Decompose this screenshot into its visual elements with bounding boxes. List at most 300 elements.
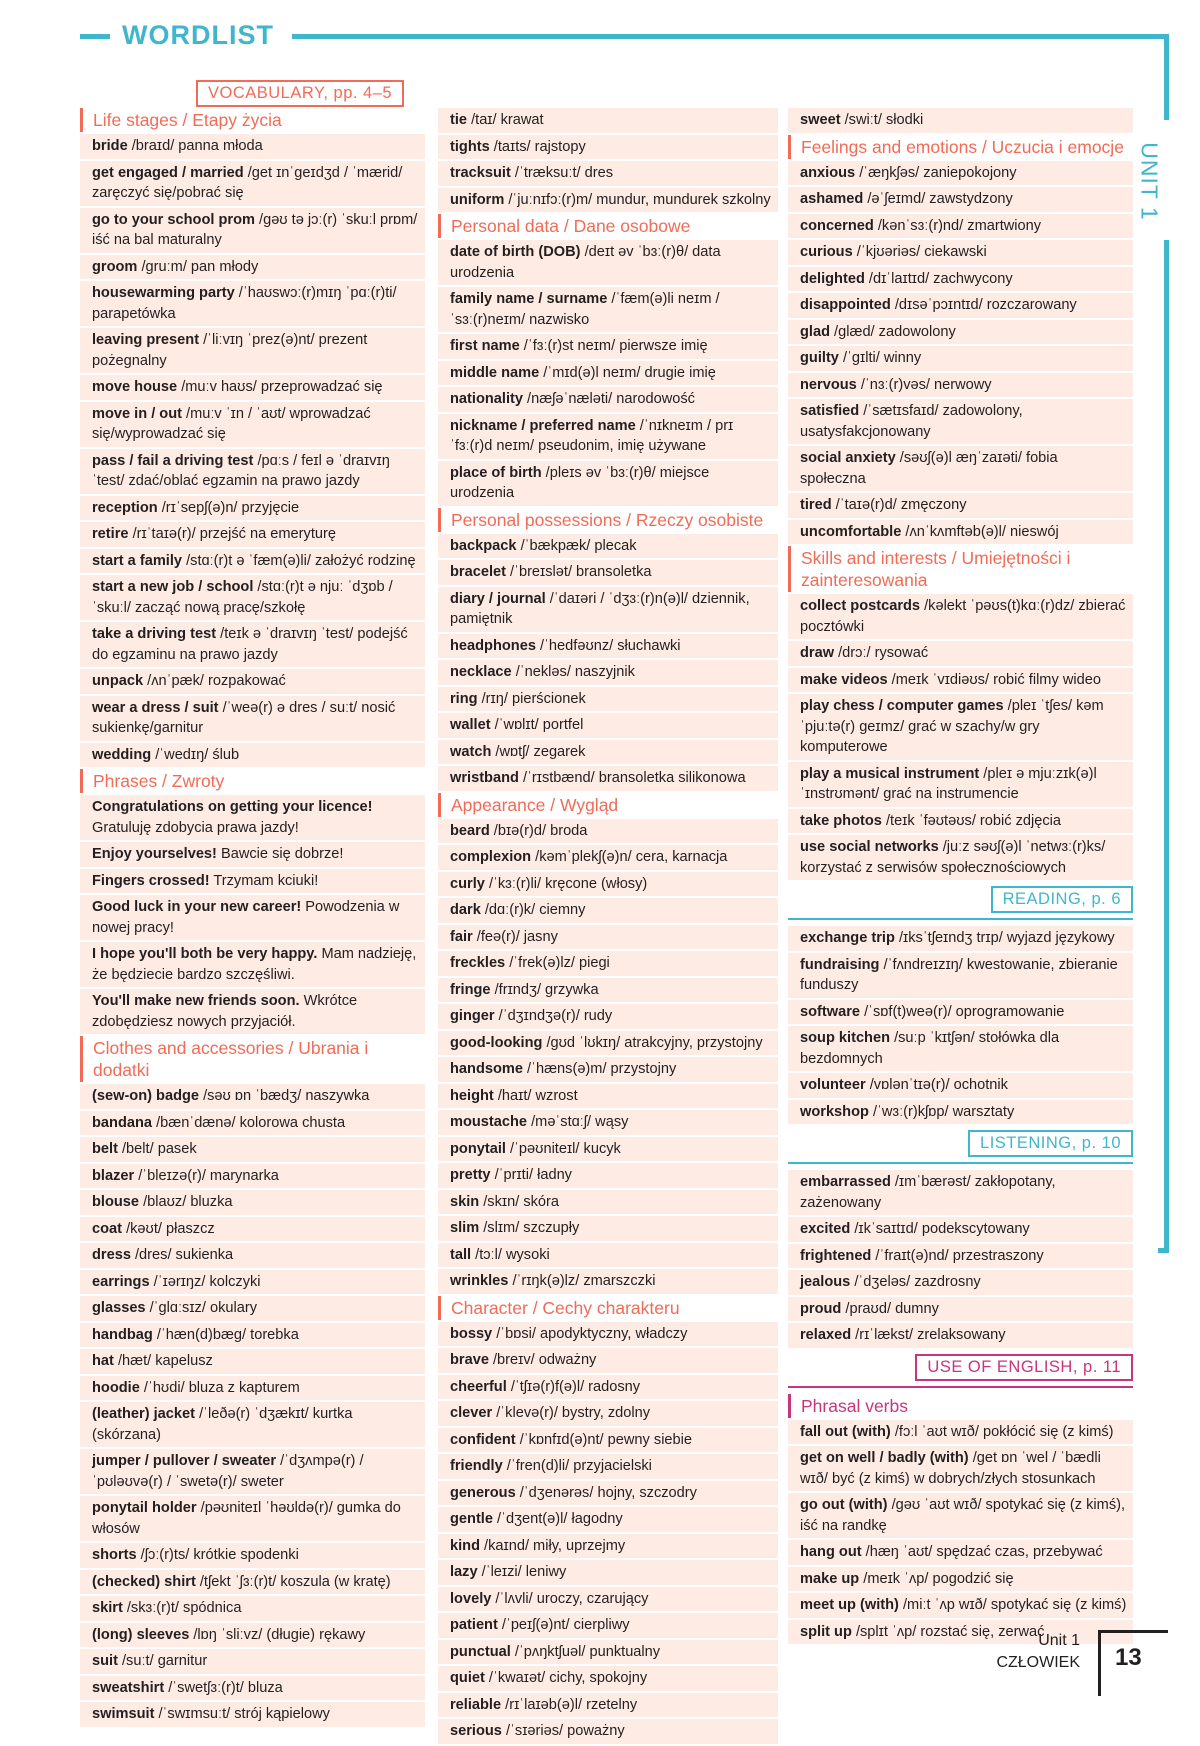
entry-term: ponytail: [450, 1140, 506, 1157]
entry-term: delighted: [800, 270, 865, 287]
entry-term: ginger: [450, 1008, 495, 1024]
entry-term: tired: [800, 497, 832, 513]
entry-term: place of birth: [450, 464, 542, 481]
entry-translation: /ˈfʌndreɪzɪŋ/ kwestowanie, zbieranie funduszy: [800, 956, 1118, 993]
entry-term: embarrassed: [800, 1174, 891, 1190]
wordlist-entry: [788, 214, 1133, 239]
wordlist-entry: [80, 1496, 425, 1541]
entry-term: confident: [450, 1431, 516, 1448]
footer-rule-top: [1098, 1630, 1168, 1633]
entry-term: height: [450, 1087, 494, 1104]
entry-term: nationality: [450, 391, 523, 407]
entry-term: leaving present: [92, 332, 200, 348]
entry-term: play chess / computer games: [800, 698, 1004, 714]
entry-translation: /hæŋ ˈaʊt/ spędzać czas, przebywać: [861, 1544, 1103, 1560]
entry-translation: /ˈtaɪə(r)d/ zmęczony: [831, 497, 967, 513]
entry-translation: /meɪk ˈʌp/ pogodzić się: [859, 1570, 1014, 1587]
entry-term: (long) sleeves: [92, 1626, 190, 1643]
wordlist-entry: [438, 634, 778, 659]
entry-term: nervous: [800, 376, 857, 393]
entry-term: anxious: [800, 164, 856, 181]
entry-translation: /pleɪ ə mjuːzɪk(ə)l ˈɪnstrʊmənt/ grać na instrumencie: [800, 765, 1097, 802]
entry-translation: /ˈhæn(d)bæg/ torebka: [152, 1326, 299, 1343]
entry-translation: /dɪˈlaɪtɪd/ zachwycony: [864, 270, 1013, 287]
wordlist-entry: [438, 1534, 778, 1559]
entry-term: slim: [450, 1220, 480, 1236]
wordlist-entry: [788, 809, 1133, 834]
entry-term: social anxiety: [800, 450, 896, 466]
entry-translation: /taɪts/ rajstopy: [489, 138, 586, 155]
entry-translation: /skɪn/ skóra: [479, 1193, 560, 1210]
entry-translation: /ʌnˈkʌmftəb(ə)l/ nieswój: [901, 523, 1059, 540]
wordlist-entry: [80, 1702, 425, 1727]
wordlist-entry: [788, 668, 1133, 693]
entry-translation: /kəʊt/ płaszcz: [122, 1220, 215, 1237]
wordlist-entry: [788, 493, 1133, 518]
entry-translation: /ɪmˈbærəst/ zakłopotany, zażenowany: [800, 1174, 1056, 1211]
entry-translation: /rɪŋ/ pierścionek: [477, 690, 586, 707]
entry-translation: /ˈfɜː(r)st neɪm/ pierwsze imię: [519, 338, 708, 354]
entry-translation: /ˈsɪəriəs/ poważny: [501, 1723, 625, 1739]
wordlist-entry: [80, 696, 425, 741]
useofeng-section-header: [788, 1354, 1133, 1394]
entry-translation: Powodzenia w nowej pracy!: [92, 899, 400, 936]
entry-term: curly: [450, 875, 485, 892]
wordlist-entry: [438, 1216, 778, 1241]
wordlist-entry: [438, 1560, 778, 1585]
wordlist-entry: [788, 399, 1133, 444]
entry-translation: /ˈrɪstbænd/ bransoletka silikonowa: [518, 770, 746, 786]
entry-term: middle name: [450, 364, 540, 381]
wordlist-entry: [788, 1620, 1133, 1645]
entry-term: freckles: [450, 955, 506, 971]
column-1: [80, 108, 425, 1729]
entry-term: unpack: [92, 673, 144, 689]
wordlist-entry: [438, 1004, 778, 1029]
wordlist-entry: [788, 1270, 1133, 1295]
section-rule: [788, 1386, 1133, 1388]
entry-term: family name / surname: [450, 291, 608, 307]
entry-translation: /ˈsætɪsfaɪd/ zadowolony, usatysfakcjonowany: [800, 403, 1023, 440]
unit-tab: [1136, 120, 1178, 240]
wordlist-entry: [438, 560, 778, 585]
wordlist-entry: [438, 1375, 778, 1400]
vocabulary-section-box: VOCABULARY, pp. 4–5: [196, 80, 404, 107]
wordlist-entry: [80, 281, 425, 326]
entry-term: fall out (with): [800, 1423, 891, 1440]
entry-translation: /kəlekt ˈpəʊs(t)kɑː(r)dz/ zbierać pocztówki: [800, 598, 1126, 635]
section-heading: Character / Cechy charakteru: [438, 1296, 778, 1320]
entry-term: proud: [800, 1300, 842, 1317]
entry-term: wallet: [450, 717, 491, 733]
wordlist-entry: [438, 1243, 778, 1268]
wordlist-entry: [438, 387, 778, 412]
entry-term: pretty: [450, 1167, 491, 1183]
entry-translation: /ˈhaʊswɔː(r)mɪŋ ˈpɑː(r)ti/ parapetówka: [92, 285, 397, 322]
entry-translation: /stɑː(r)t ə njuː ˈdʒɒb / ˈskuːl/ zacząć nową pracę/szkołę: [92, 579, 393, 616]
entry-translation: /ɪkˈsaɪtɪd/ podekscytowany: [850, 1221, 1030, 1237]
entry-term: suit: [92, 1653, 118, 1669]
wordlist-entry: [80, 161, 425, 206]
wordlist-entry: [788, 1244, 1133, 1269]
wordlist-entry: [788, 1567, 1133, 1592]
entry-term: workshop: [800, 1103, 869, 1120]
entry-translation: /stɑː(r)t ə ˈfæm(ə)li/ założyć rodzinę: [182, 552, 416, 569]
wordlist-entry: [788, 835, 1133, 880]
wordlist-entry: [788, 953, 1133, 998]
entry-translation: /suːp ˈkɪtʃən/ stołówka dla bezdomnych: [800, 1030, 1060, 1067]
entry-translation: /ʌnˈpæk/ rozpakować: [143, 673, 286, 689]
wordlist-entry: [80, 522, 425, 547]
entry-term: start a family: [92, 552, 183, 569]
wordlist-entry: [438, 1348, 778, 1373]
entry-term: shorts: [92, 1547, 137, 1563]
unit-tab-label: UNIT 1: [1136, 142, 1163, 221]
entry-term: housewarming party: [92, 285, 235, 301]
wordlist-entry: [438, 1163, 778, 1188]
wordlist-entry: [80, 1243, 425, 1268]
entry-term: jealous: [800, 1274, 851, 1290]
wordlist-entry: [80, 1596, 425, 1621]
entry-term: good-looking: [450, 1034, 543, 1051]
wordlist-entry: [788, 446, 1133, 491]
wordlist-entry: [788, 240, 1133, 265]
entry-term: generous: [450, 1484, 516, 1501]
entry-term: friendly: [450, 1458, 503, 1474]
entry-term: sweatshirt: [92, 1679, 165, 1696]
wordlist-entry: [788, 267, 1133, 292]
entry-term: nickname / preferred name: [450, 417, 636, 434]
entry-translation: /ˈglɑːsɪz/ okulary: [145, 1300, 258, 1316]
wordlist-entry: [438, 287, 778, 332]
entry-term: lovely: [450, 1590, 492, 1607]
entry-translation: /ˈkɜː(r)li/ kręcone (włosy): [484, 875, 648, 892]
wordlist-entry: [80, 1270, 425, 1295]
entry-translation: /ˈdʒʌmpə(r) / ˈpʊləʊvə(r) / ˈswetə(r)/ sweter: [92, 1453, 364, 1490]
entry-translation: /ˈæŋkʃəs/ zaniepokojony: [855, 164, 1017, 181]
wordlist-entry: [80, 1164, 425, 1189]
wordlist-entry: [438, 951, 778, 976]
wordlist-entry: [80, 328, 425, 373]
title-rule-right: [292, 34, 1169, 39]
wordlist-entry: [788, 293, 1133, 318]
entry-translation: /ˈnɜː(r)vəs/ nerwowy: [856, 376, 992, 393]
wordlist-entry: [438, 660, 778, 685]
entry-term: fundraising: [800, 956, 880, 973]
entry-term: lazy: [450, 1564, 478, 1580]
entry-term: (checked) shirt: [92, 1573, 196, 1590]
entry-term: reliable: [450, 1696, 502, 1713]
entry-term: sweet: [800, 112, 841, 128]
entry-term: quiet: [450, 1670, 485, 1686]
entry-translation: /ˈɪərɪŋz/ kolczyki: [149, 1273, 261, 1290]
wordlist-entry: [788, 1420, 1133, 1445]
entry-translation: /skɜː(r)t/ spódnica: [122, 1600, 242, 1616]
entry-translation: /rɪˈlækst/ zrelaksowany: [851, 1327, 1006, 1343]
footer-chapter-label: CZŁOWIEK: [996, 1654, 1080, 1671]
entry-term: uncomfortable: [800, 523, 902, 540]
entry-term: brave: [450, 1352, 489, 1368]
section-heading: Personal possessions / Rzeczy osobiste: [438, 508, 778, 532]
entry-translation: /ɪksˈtʃeɪndʒ trɪp/ wyjazd językowy: [894, 930, 1115, 946]
entry-translation: /get ɪnˈgeɪdʒd / ˈmærid/ zaręczyć się/pobrać się: [92, 164, 403, 201]
wordlist-entry: [438, 334, 778, 359]
wordlist-entry: [438, 819, 778, 844]
entry-translation: /ˈbleɪzə(r)/ marynarka: [134, 1167, 279, 1184]
entry-term: glad: [800, 323, 830, 340]
entry-term: wrinkles: [450, 1273, 509, 1289]
entry-translation: /ˈliːvɪŋ ˈprez(ə)nt/ prezent pożegnalny: [92, 332, 368, 369]
entry-term: diary / journal: [450, 590, 546, 607]
entry-translation: /ˈbækpæk/ plecak: [516, 537, 637, 554]
entry-term: first name: [450, 338, 520, 354]
wordlist-entry: [80, 1349, 425, 1374]
entry-term: disappointed: [800, 297, 891, 313]
wordlist-entry: [438, 1322, 778, 1347]
entry-translation: /ˈdʒent(ə)l/ łagodny: [492, 1511, 623, 1527]
entry-translation: /rɪˈtaɪə(r)/ przejść na emeryturę: [128, 526, 336, 542]
entry-term: dark: [450, 902, 481, 918]
entry-term: (sew-on) badge: [92, 1088, 200, 1104]
entry-translation: /ˈwɜː(r)kʃɒp/ warsztaty: [868, 1103, 1015, 1120]
entry-term: meet up (with): [800, 1597, 899, 1613]
entry-translation: /ˈpəʊniteɪl/ kucyk: [505, 1140, 621, 1157]
wordlist-entry: [438, 845, 778, 870]
entry-translation: /ˈprɪti/ ładny: [490, 1167, 572, 1183]
entry-translation: Mam nadzieję, że będziecie bardzo szczęśliwi.: [92, 946, 417, 983]
entry-term: relaxed: [800, 1327, 852, 1343]
entry-term: dress: [92, 1247, 131, 1263]
entry-translation: /suːt/ garnitur: [117, 1653, 208, 1669]
entry-translation: /dɪsəˈpɔɪntɪd/ rozczarowany: [890, 297, 1077, 313]
wordlist-entry: [80, 1084, 425, 1109]
entry-translation: /pleɪ ˈtʃes/ kəmˈpjuːtə(r) geɪmz/ grać w szachy/w gry komputerowe: [800, 698, 1104, 755]
wordlist-entry: [788, 1593, 1133, 1618]
entry-translation: /wɒtʃ/ zegarek: [491, 743, 586, 760]
entry-term: backpack: [450, 537, 517, 554]
entry-translation: Wkrótce zdobędziesz nowych przyjaciół.: [92, 993, 358, 1030]
entry-term: clever: [450, 1405, 493, 1421]
entry-term: bandana: [92, 1114, 153, 1131]
entry-translation: /ˈswɪmsuːt/ strój kąpielowy: [154, 1706, 330, 1722]
wordlist-entry: [80, 942, 425, 987]
entry-term: frightened: [800, 1247, 872, 1264]
entry-translation: /juːz səʊʃ(ə)l ˈnetwɜː(r)ks/ korzystać z serwisów społecznościowych: [800, 839, 1106, 876]
entry-translation: /ˈpeɪʃ(ə)nt/ cierpliwy: [497, 1617, 630, 1633]
entry-translation: /bænˈdænə/ kolorowa chusta: [152, 1114, 346, 1131]
entry-term: earrings: [92, 1273, 150, 1290]
entry-translation: /ˈsɒf(t)weə(r)/ oprogramowanie: [860, 1003, 1065, 1020]
wordlist-entry: [80, 449, 425, 494]
wordlist-entry: [438, 978, 778, 1003]
entry-translation: /slɪm/ szczupły: [479, 1220, 580, 1236]
entry-term: beard: [450, 822, 490, 839]
entry-translation: /drɔː/ rysować: [834, 645, 929, 661]
entry-term: volunteer: [800, 1077, 866, 1093]
wordlist-entry: [788, 1493, 1133, 1538]
entry-translation: /ˈdʒɪndʒə(r)/ rudy: [494, 1008, 613, 1024]
wordlist-entry: [788, 1323, 1133, 1348]
entry-translation: /ˈlʌvli/ uroczy, czarujący: [491, 1590, 649, 1607]
wordlist-entry: [438, 1057, 778, 1082]
wordlist-entry: [438, 1693, 778, 1718]
entry-term: tracksuit: [450, 165, 511, 181]
wordlist-entry: [438, 713, 778, 738]
entry-term: You'll make new friends soon.: [92, 993, 300, 1009]
entry-term: play a musical instrument: [800, 765, 980, 782]
entry-translation: /gəʊ tə jɔː(r) ˈskuːl prɒm/ iść na bal maturalny: [92, 211, 418, 248]
entry-term: move house: [92, 379, 178, 395]
wordlist-entry: [438, 1031, 778, 1056]
entry-term: make videos: [800, 671, 888, 688]
wordlist-entry: [80, 496, 425, 521]
wordlist-entry: [80, 1296, 425, 1321]
wordlist-entry: [80, 1543, 425, 1568]
entry-translation: /frɪndʒ/ grzywka: [490, 981, 599, 998]
entry-term: fringe: [450, 981, 491, 998]
entry-translation: /glæd/ zadowolony: [830, 323, 956, 340]
entry-term: draw: [800, 645, 835, 661]
entry-translation: /haɪt/ wzrost: [493, 1087, 578, 1104]
entry-translation: /kaɪnd/ miły, uprzejmy: [480, 1537, 626, 1554]
wordlist-entry: [788, 161, 1133, 186]
entry-term: bracelet: [450, 564, 506, 580]
wordlist-entry: [80, 1111, 425, 1136]
wordlist-entry: [438, 188, 778, 213]
wordlist-entry: [80, 989, 425, 1034]
entry-term: get engaged / married: [92, 164, 244, 181]
entry-translation: /dres/ sukienka: [130, 1247, 234, 1263]
listening-section-header: [788, 1130, 1133, 1170]
wordlist-entry: [788, 1000, 1133, 1025]
entry-term: use social networks: [800, 839, 939, 855]
entry-term: hang out: [800, 1544, 862, 1560]
wordlist-entry: [80, 1623, 425, 1648]
footer-unit: [996, 1630, 1080, 1674]
wordlist-entry: [438, 240, 778, 285]
entry-translation: /ˈhedfəʊnz/ słuchawki: [535, 637, 681, 654]
column-3: [788, 108, 1133, 1646]
entry-translation: /ˈleɪzi/ leniwy: [477, 1564, 567, 1580]
wordlist-entry: [80, 1402, 425, 1447]
reading-section-box: READING, p. 6: [991, 886, 1133, 913]
entry-term: gentle: [450, 1511, 493, 1527]
entry-term: move in / out: [92, 405, 182, 422]
section-heading: Phrases / Zwroty: [80, 769, 425, 793]
entry-translation: /məˈstɑːʃ/ wąsy: [527, 1114, 629, 1130]
section-heading: Feelings and emotions / Uczucia i emocje: [788, 135, 1133, 159]
entry-term: go out (with): [800, 1497, 888, 1513]
wordlist-entry: [438, 135, 778, 160]
entry-translation: /muːv ˈɪn / ˈaʊt/ wprowadzać się/wyprowadzać się: [92, 405, 371, 442]
entry-translation: /deɪt əv ˈbɜː(r)θ/ data urodzenia: [450, 244, 721, 281]
entry-term: wedding: [92, 746, 152, 763]
wordlist-entry: [80, 208, 425, 253]
entry-translation: Trzymam kciuki!: [209, 872, 319, 889]
footer-rule: [1098, 1630, 1101, 1696]
entry-translation: /vɒlənˈtɪə(r)/ ochotnik: [865, 1077, 1008, 1093]
entry-translation: /blaʊz/ bluzka: [139, 1194, 233, 1210]
section-heading: Personal data / Dane osobowe: [438, 214, 778, 238]
entry-translation: /gəʊ ˈaʊt wɪð/ spotykać się (z kimś), iść na randkę: [800, 1497, 1126, 1534]
entry-translation: /swiːt/ słodki: [840, 112, 924, 128]
page-title: WORDLIST: [122, 20, 274, 50]
entry-translation: /səʊʃ(ə)l æŋˈzaɪəti/ fobia społeczna: [800, 450, 1058, 487]
entry-translation: /hæt/ kapelusz: [113, 1353, 213, 1369]
wordlist-entry: [80, 743, 425, 768]
entry-term: split up: [800, 1623, 852, 1640]
wordlist-entry: [80, 1217, 425, 1242]
entry-translation: /ˈtʃɪə(r)f(ə)l/ radosny: [506, 1378, 641, 1395]
entry-term: go to your school prom: [92, 211, 255, 228]
entry-translation: /miːt ˈʌp wɪð/ spotykać się (z kimś): [898, 1597, 1127, 1613]
wordlist-entry: [788, 320, 1133, 345]
entry-term: guilty: [800, 350, 839, 366]
entry-term: belt: [92, 1141, 118, 1157]
listening-section-box: LISTENING, p. 10: [968, 1130, 1133, 1157]
entry-term: hat: [92, 1353, 114, 1369]
wordlist-entry: [80, 1570, 425, 1595]
wordlist-entry: [438, 1269, 778, 1294]
entry-translation: /ˈdʒeləs/ zazdrosny: [850, 1274, 981, 1290]
wordlist-entry: [80, 1190, 425, 1215]
wordlist-entry: [438, 1587, 778, 1612]
entry-translation: /ˈnɪkneɪm / prɪˈfɜː(r)d neɪm/ pseudonim, imię używane: [450, 417, 734, 454]
entry-term: moustache: [450, 1114, 528, 1130]
entry-translation: /ˈmɪd(ə)l neɪm/ drugie imię: [539, 364, 716, 381]
entry-term: Congratulations on getting your licence!: [92, 799, 373, 815]
entry-translation: /get ɒn ˈwel / ˈbædli wɪð/ być (z kimś) w dobrych/złych stosunkach: [800, 1450, 1101, 1487]
entry-translation: /ˈhæns(ə)m/ przystojny: [522, 1061, 677, 1077]
wordlist-entry: [788, 641, 1133, 666]
entry-translation: /pleɪs əv ˈbɜː(r)θ/ miejsce urodzenia: [450, 464, 710, 501]
entry-translation: /meɪk ˈvɪdiəʊs/ robić filmy wideo: [887, 671, 1101, 688]
section-heading: Clothes and accessories / Ubrania i dodatki: [80, 1036, 425, 1082]
entry-translation: /pɑːs / feɪl ə ˈdraɪvɪŋ ˈtest/ zdać/oblać egzamin na prawo jazdy: [92, 452, 390, 489]
footer-unit-label: Unit 1: [1038, 1632, 1080, 1649]
entry-term: curious: [800, 244, 853, 260]
entry-translation: /dɑː(r)k/ ciemny: [480, 902, 586, 918]
entry-translation: /lɒŋ ˈsliːvz/ (długie) rękawy: [189, 1626, 366, 1643]
entry-translation: /ˈhʊdi/ bluza z kapturem: [139, 1379, 300, 1396]
entry-translation: /ˈpʌŋktʃuəl/ punktualny: [510, 1643, 661, 1660]
title-rule-left: [80, 34, 110, 39]
section-rule: [788, 918, 1133, 920]
entry-translation: /ˈkɒnfɪd(ə)nt/ pewny siebie: [515, 1431, 693, 1448]
entry-term: take a driving test: [92, 626, 217, 642]
wordlist-entry: [438, 925, 778, 950]
wordlist-entry: [438, 1428, 778, 1453]
section-heading: Life stages / Etapy życia: [80, 108, 425, 132]
wordlist-entry: [438, 1640, 778, 1665]
entry-translation: /gruːm/ pan młody: [137, 258, 259, 275]
wordlist-entry: [788, 346, 1133, 371]
entry-term: swimsuit: [92, 1706, 155, 1722]
entry-term: groom: [92, 258, 138, 275]
entry-term: I hope you'll both be very happy.: [92, 946, 318, 962]
entry-translation: /ˈrɪŋk(ə)lz/ zmarszczki: [508, 1273, 656, 1289]
wordlist-entry: [80, 375, 425, 400]
wordlist-entry: [80, 134, 425, 159]
entry-translation: /fɔːl ˈaʊt wɪð/ pokłócić się (z kimś): [890, 1423, 1114, 1440]
wordlist-entry: [438, 687, 778, 712]
wordlist-entry: [438, 1190, 778, 1215]
entry-translation: /ˈdaɪəri / ˈdʒɜː(r)n(ə)l/ dziennik, pamiętnik: [450, 590, 750, 627]
wordlist-entry: [788, 594, 1133, 639]
entry-term: Good luck in your new career!: [92, 899, 302, 915]
entry-term: complexion: [450, 849, 532, 865]
entry-term: jumper / pullover / sweater: [92, 1453, 277, 1469]
